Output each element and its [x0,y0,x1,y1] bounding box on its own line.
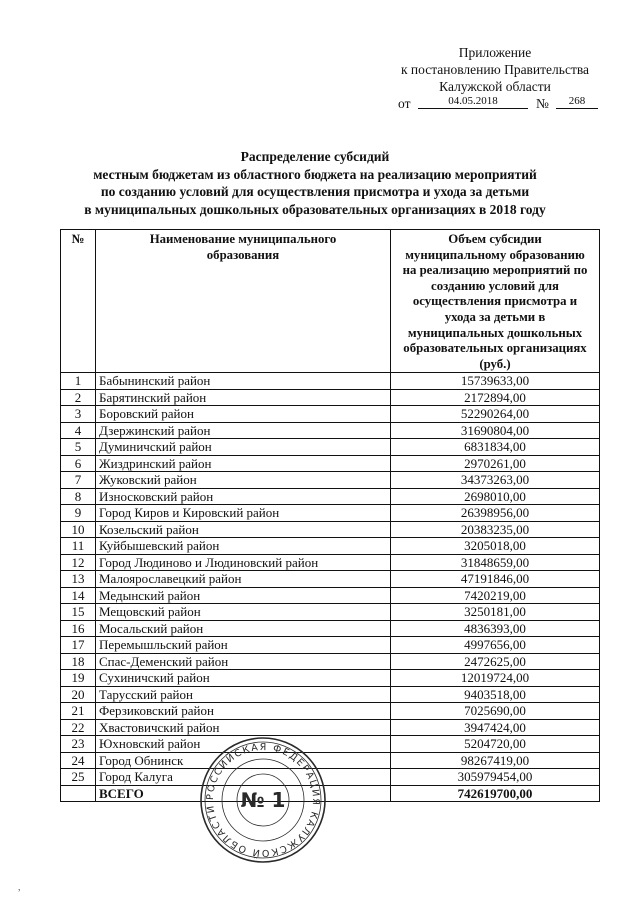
title-line-2: местным бюджетам из областного бюджета на реализацию мероприятий [93,166,537,182]
table-row [61,703,600,720]
row-number: 8 [61,488,96,505]
row-amount: 305979454,00 [391,769,600,786]
row-municipality: Куйбышевский район [96,538,391,555]
row-amount: 2970261,00 [391,455,600,472]
row-number: 15 [61,604,96,621]
row-amount: 7420219,00 [391,587,600,604]
row-number: 2 [61,389,96,406]
row-amount: 6831834,00 [391,439,600,456]
row-municipality: Город Киров и Кировский район [96,505,391,522]
row-amount: 34373263,00 [391,472,600,489]
row-number: 11 [61,538,96,555]
row-municipality: Барятинский район [96,389,391,406]
row-number: 25 [61,769,96,786]
row-municipality: Мосальский район [96,620,391,637]
row-amount: 2698010,00 [391,488,600,505]
row-municipality: Город Калуга [96,769,391,786]
row-municipality: Дзержинский район [96,422,391,439]
title-line-1: Распределение субсидий [240,149,390,164]
seal-number: № 1 [240,788,286,812]
row-amount: 7025690,00 [391,703,600,720]
table-row [61,769,600,786]
table-body [61,373,600,786]
row-municipality: Мещовский район [96,604,391,621]
row-amount: 20383235,00 [391,521,600,538]
row-amount: 4836393,00 [391,620,600,637]
table-row [61,406,600,423]
number-label: № [536,96,549,111]
row-municipality: Козельский район [96,521,391,538]
row-amount: 4997656,00 [391,637,600,654]
row-amount: 3947424,00 [391,719,600,736]
row-number: 4 [61,422,96,439]
total-amount: 742619700,00 [391,785,600,802]
row-municipality: Малоярославецкий район [96,571,391,588]
row-municipality: Боровский район [96,406,391,423]
appendix-block [380,44,610,95]
table-row [61,422,600,439]
row-municipality: Думиничский район [96,439,391,456]
row-amount: 47191846,00 [391,571,600,588]
row-amount: 3205018,00 [391,538,600,555]
row-municipality: Ферзиковский район [96,703,391,720]
row-municipality: Спас-Деменский район [96,653,391,670]
row-amount: 31690804,00 [391,422,600,439]
row-amount: 15739633,00 [391,373,600,390]
row-municipality: Тарусский район [96,686,391,703]
table-row [61,554,600,571]
row-amount: 98267419,00 [391,752,600,769]
table-row [61,653,600,670]
table-row [61,719,600,736]
table-row [61,637,600,654]
from-label: от [398,96,411,111]
row-number: 5 [61,439,96,456]
table-row [61,620,600,637]
row-number: 20 [61,686,96,703]
row-municipality: Сухиничский район [96,670,391,687]
table-row [61,373,600,390]
row-number: 23 [61,736,96,753]
appendix-title: Приложение [458,45,532,60]
row-number: 7 [61,472,96,489]
row-number: 9 [61,505,96,522]
document-title [60,148,570,218]
table-row [61,389,600,406]
table-row [61,587,600,604]
header-amount: Объем субсидии муниципальному образованию на реализацию мероприятий по созданию условий для осуществления присмотра и ухода за детьми в муниципальных дошкольных образовательных организациях (руб.) [391,230,600,373]
total-label: ВСЕГО [96,785,391,802]
decree-date-line [398,94,598,112]
row-number: 10 [61,521,96,538]
header-name: Наименование муниципального образования [96,230,391,373]
subsidy-table [60,229,600,802]
table-row [61,472,600,489]
table-header-row [61,230,600,373]
row-amount: 5204720,00 [391,736,600,753]
official-seal [198,735,328,865]
row-amount: 12019724,00 [391,670,600,687]
row-amount: 2472625,00 [391,653,600,670]
row-amount: 52290264,00 [391,406,600,423]
title-line-4: в муниципальных дошкольных образовательных организациях в 2018 году [84,201,546,217]
table-row [61,736,600,753]
title-line-3: по созданию условий для осуществления присмотра и ухода за детьми [100,184,530,199]
row-number: 6 [61,455,96,472]
header-number: № [61,230,96,373]
decree-date: 04.05.2018 [418,94,528,109]
row-municipality: Медынский район [96,587,391,604]
row-municipality: Бабынинский район [96,373,391,390]
table-row [61,538,600,555]
row-amount: 9403518,00 [391,686,600,703]
row-number: 24 [61,752,96,769]
total-row [61,785,600,802]
row-number: 18 [61,653,96,670]
total-number-cell [61,785,96,802]
row-number: 14 [61,587,96,604]
appendix-decree: к постановлению Правительства [400,62,590,77]
row-number: 22 [61,719,96,736]
row-municipality: Перемышльский район [96,637,391,654]
table-row [61,505,600,522]
seal-graphic [198,735,328,865]
table-row [61,521,600,538]
scan-mark: , [18,882,21,893]
appendix-region: Калужской области [439,79,551,94]
table-row [61,488,600,505]
row-municipality: Жуковский район [96,472,391,489]
row-municipality: Износковский район [96,488,391,505]
table-row [61,604,600,621]
row-number: 21 [61,703,96,720]
decree-number: 268 [556,94,598,109]
row-amount: 2172894,00 [391,389,600,406]
row-number: 1 [61,373,96,390]
table-row [61,670,600,687]
row-municipality: Жиздринский район [96,455,391,472]
table-row [61,571,600,588]
table-row [61,752,600,769]
row-amount: 31848659,00 [391,554,600,571]
row-municipality: Юхновский район [96,736,391,753]
row-municipality: Хвастовичский район [96,719,391,736]
row-number: 16 [61,620,96,637]
row-number: 17 [61,637,96,654]
table-row [61,686,600,703]
row-number: 12 [61,554,96,571]
row-number: 13 [61,571,96,588]
row-number: 19 [61,670,96,687]
table-row [61,455,600,472]
row-number: 3 [61,406,96,423]
row-amount: 26398956,00 [391,505,600,522]
row-municipality: Город Людиново и Людиновский район [96,554,391,571]
table-row [61,439,600,456]
seal-ring-text: РОССИЙСКАЯ ФЕДЕРАЦИЯ КАЛУЖСКОЙ ОБЛАСТИ [204,741,322,859]
row-municipality: Город Обнинск [96,752,391,769]
row-amount: 3250181,00 [391,604,600,621]
